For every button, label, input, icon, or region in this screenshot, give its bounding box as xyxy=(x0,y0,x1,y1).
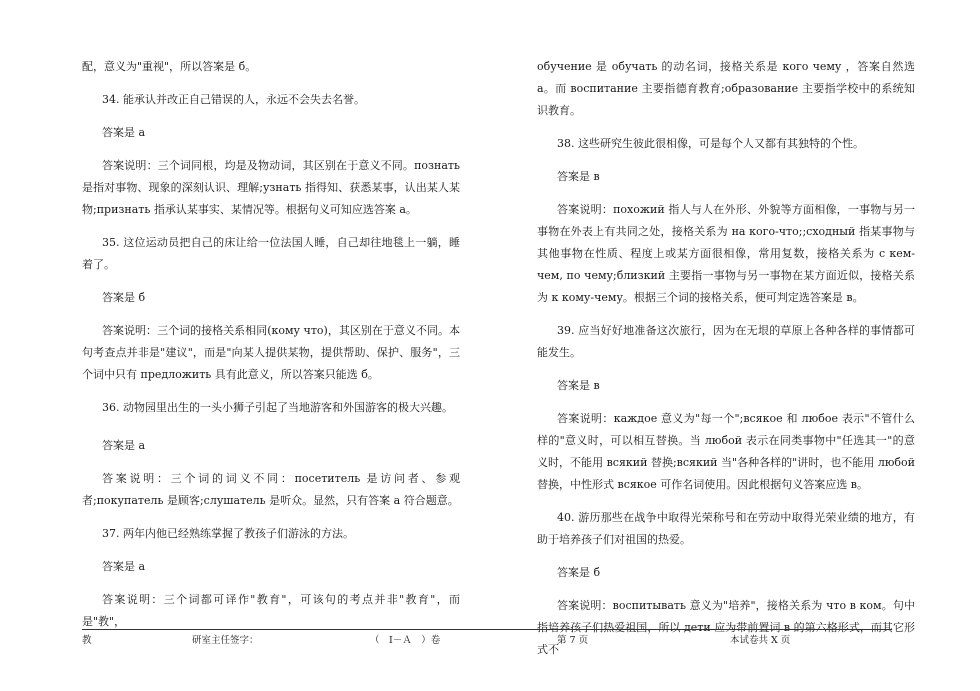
question-40: 40. 游历那些在战争中取得光荣称号和在劳动中取得光荣业绩的地方，有助于培养孩子们对祖国的热爱。 xyxy=(537,511,915,546)
left-column xyxy=(82,56,460,633)
page-footer xyxy=(82,633,892,649)
explanation-39: 答案说明：каждое 意义为"每一个";всякое 和 любое 表示"不管什么样的"意义时，可以相互替换。当 любой 表示在同类事物中"任选其一"的意义时，不能用 всякий 替换;всякий 当"各种各样的"讲时，也不能用 любой 替换，中性形式 всякое 可作名词使用。因此根据句义答案应选 в。 xyxy=(537,412,915,491)
footer-paper-code: （ Ⅰ－Ａ ）卷 xyxy=(370,635,441,646)
answer-34: 答案是 а xyxy=(102,126,146,139)
explanation-35: 答案说明：三个词的接格关系相同(кому что)，其区别在于意义不同。本句考查点并非是"建议"，而是"向某人提供某物，提供帮助、保护、服务"，三个词中只有 предложить 具有此意义，所以答案只能选 б。 xyxy=(82,324,460,381)
question-34: 34. 能承认并改正自己错误的人，永远不会失去名誉。 xyxy=(102,93,365,106)
explanation-34: 答案说明：三个词同根，均是及物动词，其区别在于意义不同。познать 是指对事物、现象的深刻认识、理解;узнать 指得知、获悉某事，认出某人某物;признать 指承认某事实、某情况等。根据句义可知应选答案 а。 xyxy=(82,159,460,216)
right-column xyxy=(537,56,915,661)
question-38: 38. 这些研究生彼此很相像，可是每个人又都有其独特的个性。 xyxy=(557,137,864,150)
question-35: 35. 这位运动员把自己的床让给一位法国人睡，自己却往地毯上一躺，睡着了。 xyxy=(82,236,460,271)
explanation-36: 答案说明：三个词的词义不同：посетитель 是访问者、参观者;покупатель 是顾客;слушатель 是听众。显然，只有答案 а 符合题意。 xyxy=(82,472,460,507)
footer-page-number: 第 7 页 xyxy=(557,635,589,646)
paragraph-continuation: обучение 是 обучать 的动名词，接格关系是 кого чему ，答案自然选 а。而 воспитание 主要指德育教育;образование 主要指学校中的系统知识教育。 xyxy=(537,60,915,117)
explanation-40: 答案说明：воспитывать 意义为"培养"，接格关系为 что в ком。句中指培养孩子们热爱祖国，所以 дети 应为带前置词 в 的第六格形式，而其它形式不 xyxy=(537,599,915,656)
answer-38: 答案是 в xyxy=(557,170,600,183)
explanation-38: 答案说明：похожий 指人与人在外形、外貌等方面相像，一事物与另一事物在外表上有共同之处，接格关系为 на кого-что;;сходный 指某事物与其他事物在性质、程度上或某方面很相像，常用复数，接格关系为 с кем-чем, по чему;близкий 主要指一事物与另一事物在某方面近似，接格关系为 к кому-чему。根据三个词的接格关系，便可判定选答案是 в。 xyxy=(537,203,915,304)
footer-divider xyxy=(82,629,892,630)
answer-35: 答案是 б xyxy=(102,291,146,304)
answer-36: 答案是 а xyxy=(102,439,146,452)
question-36: 36. 动物园里出生的一头小狮子引起了当地游客和外国游客的极大兴趣。 xyxy=(102,401,453,414)
explanation-37: 答案说明：三个词都可译作"教育"，可该句的考点并非"教育"，而是"教"， xyxy=(82,593,460,628)
paragraph-continuation: 配，意义为"重视"，所以答案是 б。 xyxy=(82,60,257,73)
footer-jiao: 教 xyxy=(82,635,92,646)
question-37: 37. 两年内他已经熟练掌握了教孩子们游泳的方法。 xyxy=(102,527,354,540)
answer-39: 答案是 в xyxy=(557,379,600,392)
question-39: 39. 应当好好地准备这次旅行，因为在无垠的草原上各种各样的事情都可能发生。 xyxy=(537,324,915,359)
answer-37: 答案是 а xyxy=(102,560,146,573)
footer-signature-label: 研室主任签字： xyxy=(192,635,259,646)
footer-total-pages: 本试卷共 X 页 xyxy=(730,635,791,646)
answer-40: 答案是 б xyxy=(557,566,601,579)
